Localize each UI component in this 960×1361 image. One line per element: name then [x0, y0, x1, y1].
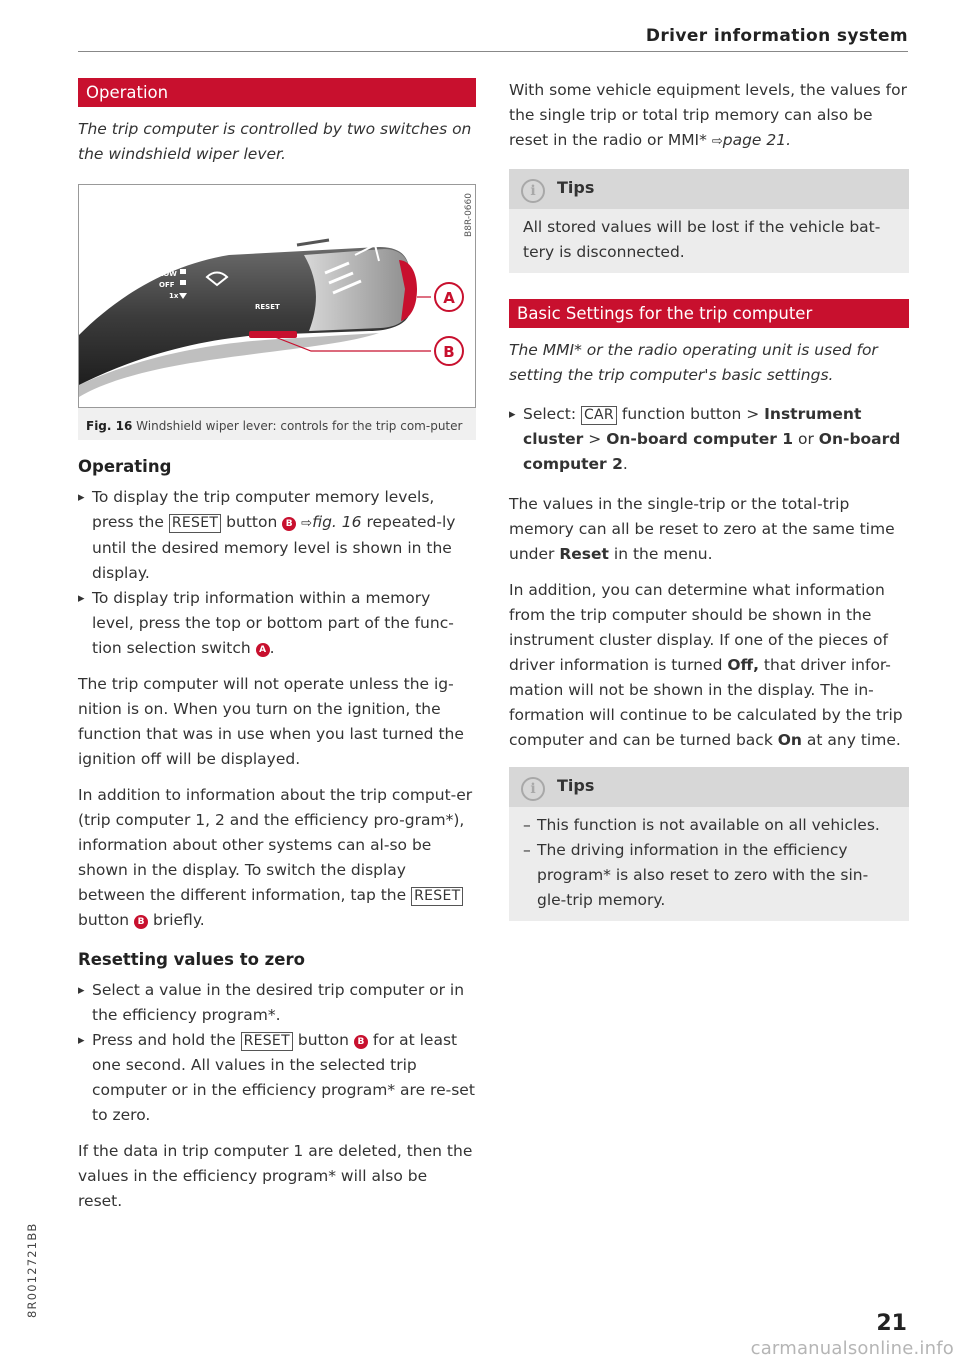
figure-code: B8R-0660 [464, 193, 474, 237]
header-rule [78, 51, 908, 52]
paragraph: With some vehicle equipment levels, the values for the single trip or total trip memory can also be reset in the radio or MMI* ⇨page 21. [509, 81, 907, 149]
lever-label-reset: RESET [255, 303, 280, 311]
heading-operating: Operating [78, 457, 172, 476]
step-item: ▸ To display trip information within a memory level, press the top or bottom part of the func-tion selection switch A . [78, 586, 476, 661]
menu-onboard-2: On-board computer 2 [523, 430, 901, 473]
settings-steps [509, 402, 909, 477]
section-title-basic-settings: Basic Settings for the trip computer [509, 299, 909, 328]
page-ref-link[interactable]: page 21. [722, 131, 792, 149]
figure-caption-text: Windshield wiper lever: controls for the trip com-puter [136, 419, 463, 433]
reset-key: RESET [169, 514, 221, 533]
car-key: CAR [581, 406, 617, 425]
reset-key: RESET [241, 1032, 293, 1051]
tips-box [509, 767, 909, 921]
tips-box [509, 169, 909, 273]
reset-key: RESET [411, 887, 463, 906]
step-item: ▸ Select a value in the desired trip computer or in the efficiency program*. [78, 978, 476, 1028]
fig-ref-link[interactable]: fig. 16 [312, 513, 362, 531]
reset-steps [78, 978, 476, 1128]
heading-resetting: Resetting values to zero [78, 950, 305, 969]
lever-label-off: OFF [159, 281, 175, 289]
lever-label-high: HIGH [159, 259, 180, 267]
callout-a-icon: A [256, 643, 270, 657]
step-item: ▸ Select: CAR function button > Instrument cluster > On-board computer 1 or On-board computer 2. [509, 402, 909, 477]
list-item: – This function is not available on all vehicles. [523, 813, 895, 838]
paragraph: The values in the single-trip or the total-trip memory can all be reset to zero at the same time under Reset in the menu. [509, 495, 895, 563]
page-number: 21 [876, 1311, 907, 1336]
callout-b-icon: B [134, 915, 148, 929]
left-column [78, 78, 476, 1214]
arrow-icon: ⇨ [301, 516, 313, 531]
list-item: – The driving information in the efficiency program* is also reset to zero with the sin-gle-trip memory. [523, 838, 895, 913]
document-code: 8R0012721BB [25, 1222, 39, 1318]
lever-label-low: LOW [159, 270, 177, 278]
paragraph: If the data in trip computer 1 are deleted, then the values in the efficiency program* will also be reset. [78, 1142, 473, 1210]
wiper-lever-svg [79, 185, 476, 407]
menu-instrument-cluster: Instrument cluster [523, 405, 862, 448]
arrow-icon: ⇨ [711, 134, 723, 149]
paragraph: In addition to information about the trip comput-er (trip computer 1, 2 and the efficiency pro-gram*), information about other systems can al-so be shown in the display. To switch the display between the different information, tap the RESET button B briefly. [78, 786, 473, 929]
paragraph: The trip computer will not operate unless the ig-nition is on. When you turn on the ignition, the function that was in use when you last turned the ignition off will be displayed. [78, 675, 464, 768]
callout-a: A [443, 289, 455, 307]
callout-b: B [443, 343, 455, 361]
section-lead: The MMI* or the radio operating unit is used for setting the trip computer's basic settings. [509, 341, 878, 384]
lever-label-1x: 1x [169, 292, 179, 300]
figure-label: Fig. 16 [86, 419, 133, 433]
callout-b-icon: B [354, 1035, 368, 1049]
info-icon: i [521, 179, 545, 203]
right-column [509, 78, 909, 921]
menu-onboard-1: On-board computer 1 [606, 430, 794, 448]
paragraph: In addition, you can determine what information from the trip computer should be shown in the instrument cluster display. If one of the pieces of driver information is turned Off, that driver infor-mation will not be shown in the display. The in-formation will continue to be calculated by the trip computer and can be turned back On at any time. [509, 581, 903, 749]
tips-header: i Tips [509, 169, 909, 209]
step-item: ▸ Press and hold the RESET button B for at least one second. All values in the selected trip computer or in the efficiency program* are re-set to zero. [78, 1028, 476, 1128]
tips-list [523, 813, 895, 913]
section-title-operation: Operation [78, 78, 476, 107]
running-header: Driver information system [645, 26, 908, 46]
wiper-lever-illustration [78, 184, 476, 408]
watermark: carmanualsonline.info [750, 1338, 954, 1359]
operating-steps [78, 485, 476, 661]
tips-body: All stored values will be lost if the vehicle bat-tery is disconnected. [523, 218, 881, 261]
section-lead: The trip computer is controlled by two switches on the windshield wiper lever. [78, 120, 472, 163]
callout-b-icon: B [282, 517, 296, 531]
step-item: ▸ To display the trip computer memory levels, press the RESET button B ⇨fig. 16 repeated-ly until the desired memory level is shown in the display. [78, 485, 476, 586]
tips-body [509, 807, 909, 921]
figure-caption [78, 408, 476, 440]
tips-header: i Tips [509, 767, 909, 807]
info-icon: i [521, 777, 545, 801]
figure-16 [78, 184, 476, 440]
